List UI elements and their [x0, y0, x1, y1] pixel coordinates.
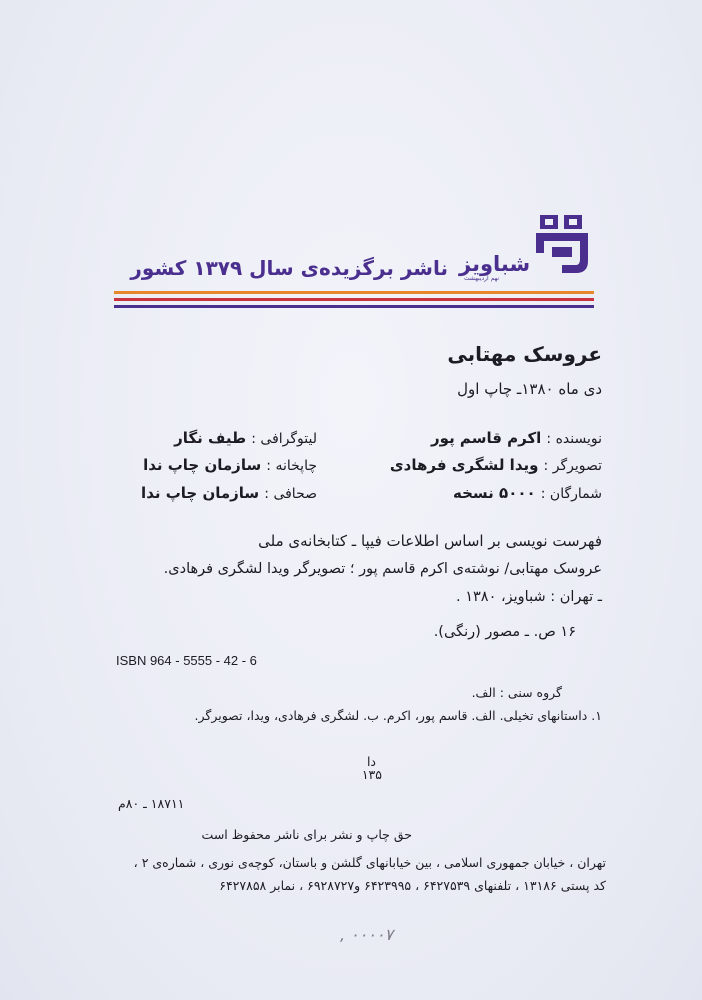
stripe-purple — [114, 305, 594, 308]
credit-illustrator — [390, 455, 602, 474]
stripe-red — [114, 298, 594, 301]
cip-line-1: عروسک مهتابی/ نوشته‌ی اکرم قاسم پور ؛ تصویرگر ویدا لشگری فرهادی. — [163, 561, 602, 577]
credit-value: ویدا لشگری فرهادی — [389, 456, 539, 474]
book-title: عروسک مهتابی — [447, 342, 602, 366]
credit-printing-house — [143, 455, 317, 474]
credit-label: شمارگان : — [540, 486, 602, 502]
credit-print-run — [453, 483, 602, 502]
credit-value: سازمان چاپ ندا — [141, 484, 260, 502]
stripe-orange — [114, 291, 594, 294]
shabaviz-logo-icon — [532, 213, 592, 275]
cip-catalog-number: ۱۸۷۱۱ ـ ۸۰م — [118, 796, 185, 811]
credit-lithography — [174, 428, 317, 447]
credit-label: لیتوگرافی : — [251, 431, 317, 447]
edition-line: دی ماه ۱۳۸۰ـ چاپ اول — [457, 380, 602, 398]
credit-author — [431, 428, 602, 447]
credit-label: چاپخانه : — [266, 458, 317, 474]
cip-class-1: دا — [366, 754, 376, 769]
credit-binding — [141, 483, 317, 502]
credit-label: صحافی : — [264, 486, 317, 502]
copyright-notice: حق چاپ و نشر برای ناشر محفوظ است — [201, 827, 412, 842]
credit-label: تصویرگر : — [543, 458, 602, 474]
brand-small-text: نهم اردیبهشت — [464, 275, 500, 282]
credit-value: ۵۰۰۰ نسخه — [453, 484, 536, 502]
cip-heading: فهرست نویسی بر اساس اطلاعات فیپا ـ کتابخانه‌ی ملی — [258, 532, 602, 550]
credit-value: سازمان چاپ ندا — [143, 456, 262, 474]
isbn: ISBN 964 - 5555 - 42 - 6 — [116, 653, 257, 668]
credit-value: طیف نگار — [174, 429, 247, 447]
handwritten-number-stamp: ۰۰۰۰۷ , — [340, 925, 394, 944]
cip-age-group: گروه سنی : الف. — [471, 685, 562, 700]
credit-value: اکرم قاسم پور — [431, 429, 542, 447]
cip-class-2: ۱۳۵ — [361, 767, 382, 782]
brand-name: شباویز — [459, 252, 531, 276]
credit-label: نویسنده : — [546, 431, 602, 447]
cip-subject: ۱. داستانهای تخیلی. الف. قاسم پور، اکرم. ب. لشگری فرهادی، ویدا، تصویرگر. — [194, 708, 602, 723]
address-line-2: کد پستی ۱۳۱۸۶ ، تلفنهای ۶۴۲۷۵۳۹ ، ۶۴۲۳۹۹۵ و۶۹۲۸۷۲۷ ، نمابر ۶۴۲۷۸۵۸ — [219, 878, 606, 893]
publisher-slogan: ناشر برگزیده‌ی سال ۱۳۷۹ کشور — [130, 256, 448, 280]
cip-line-2: ـ تهران : شباویز، ۱۳۸۰ . — [455, 589, 602, 605]
cip-line-3: ۱۶ ص. ـ مصور (رنگی). — [433, 624, 576, 640]
address-line-1: تهران ، خیابان جمهوری اسلامی ، بین خیابانهای گلشن و باستان، کوچه‌ی نوری ، شماره‌ی ۲ ، — [133, 855, 606, 870]
